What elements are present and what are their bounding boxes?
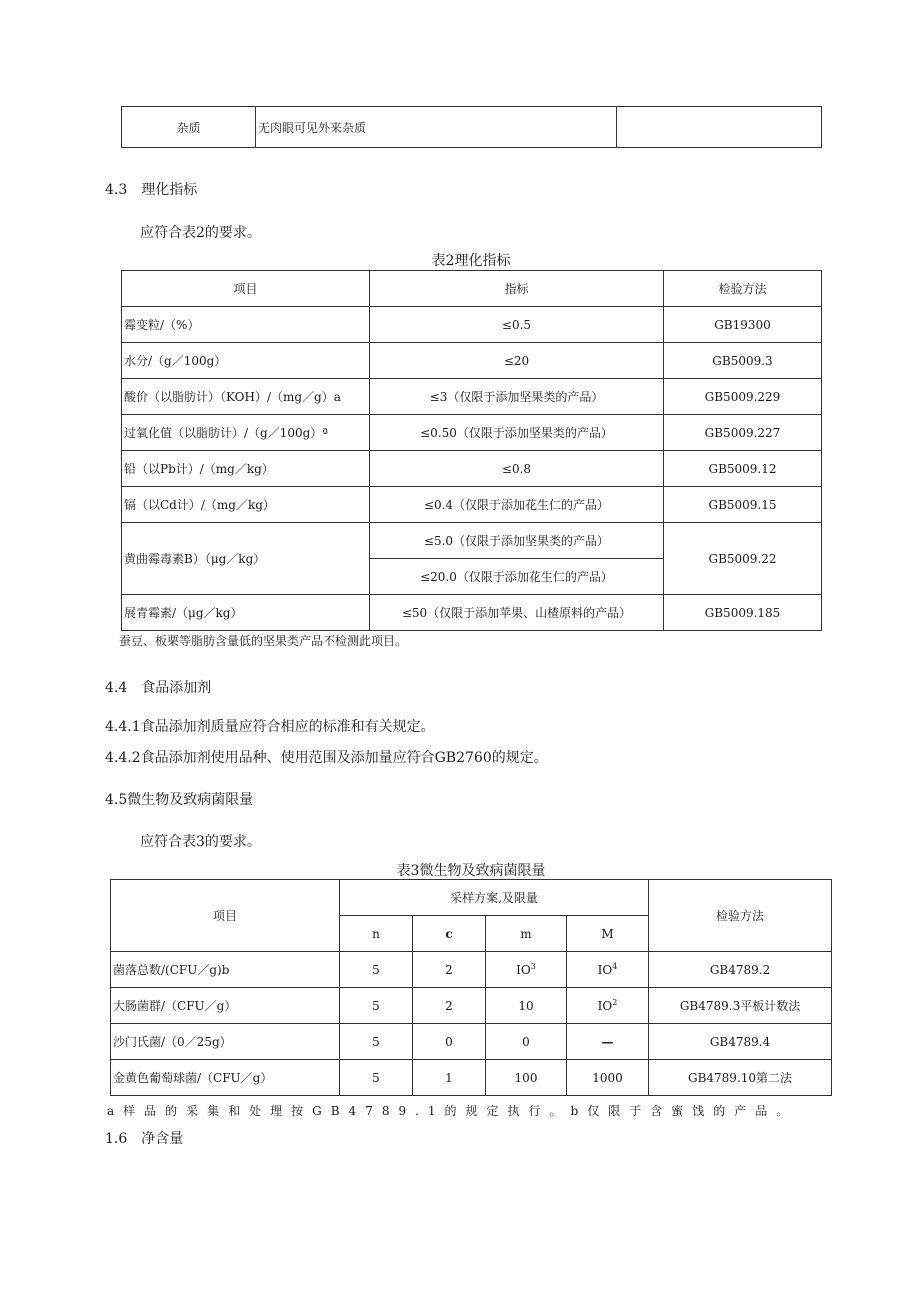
table2-row-value: ≤3（仅限于添加坚果类的产品） <box>370 379 664 415</box>
table2-header-method: 检验方法 <box>664 271 822 307</box>
table3-row-M <box>567 952 649 988</box>
table2-row-method: GB19300 <box>664 307 822 343</box>
table2-row-value: ≤0.4（仅限于添加花生仁的产品） <box>370 487 664 523</box>
table3-row-method: GB4789.3平板计数法 <box>649 988 832 1024</box>
table3-row-n: 5 <box>340 952 413 988</box>
table2-row-method: GB5009.229 <box>664 379 822 415</box>
table2-header-item: 项目 <box>122 271 370 307</box>
table3-row-item: 金黄色葡萄球菌/（CFU／g） <box>111 1060 340 1096</box>
heading-4-4: 4.4 食品添加剂 <box>105 680 212 696</box>
table3-header-item: 项目 <box>111 880 340 952</box>
table3-header-m: m <box>486 916 567 952</box>
table2-row-value: ≤0.5 <box>370 307 664 343</box>
table2-physicochemical <box>121 270 822 631</box>
table3-footnote: a样品的采集和处理按GB4789.1的规定执行。b仅限于含蜜饯的产品。 <box>107 1104 798 1118</box>
table3-row-M-base: — <box>601 1034 614 1049</box>
table3-microbiology <box>110 879 832 1096</box>
table3-row-n: 5 <box>340 988 413 1024</box>
aflatoxin-value-nuts: ≤5.0（仅限于添加坚果类的产品） <box>370 523 664 559</box>
table3-header-sampling: 采样方案,及限量 <box>340 880 649 916</box>
heading-4-6: 1.6 净含量 <box>105 1131 184 1147</box>
table3-row-m <box>486 1060 567 1096</box>
impurity-method <box>617 107 822 148</box>
aflatoxin-method: GB5009.22 <box>664 523 822 595</box>
patulin-method: GB5009.185 <box>664 595 822 631</box>
table3-row-n: 5 <box>340 1060 413 1096</box>
heading-4-5: 4.5微生物及致病菌限量 <box>105 792 254 808</box>
table3-row-item: 大肠菌群/（CFU／g） <box>111 988 340 1024</box>
table3-header-c: c <box>413 916 486 952</box>
aflatoxin-item: 黄曲霉毒素B）（μg／kg） <box>122 523 370 595</box>
patulin-value: ≤50（仅限于添加苹果、山楂原料的产品） <box>370 595 664 631</box>
intro-4-3: 应符合表2的要求。 <box>140 225 261 241</box>
table2-row-item: 过氧化值（以脂肪计）/（g／100g）ª <box>122 415 370 451</box>
heading-4-3: 4.3 理化指标 <box>105 182 198 198</box>
table2-row-method: GB5009.3 <box>664 343 822 379</box>
table3-row-M-base: IO <box>597 962 613 977</box>
table3-row-M <box>567 1060 649 1096</box>
table3-row-M-exponent: 4 <box>612 961 618 971</box>
table3-header-method: 检验方法 <box>649 880 832 952</box>
table2-row-value: ≤0.8 <box>370 451 664 487</box>
table2-footnote: 蚕豆、板栗等脂肪含量低的坚果类产品不检测此项目。 <box>119 634 408 648</box>
paragraph-4-4-1: 4.4.1食品添加剂质量应符合相应的标准和有关规定。 <box>105 719 435 735</box>
table3-row-m-base: 100 <box>514 1070 538 1085</box>
impurity-requirement: 无肉眼可见外来杂质 <box>256 107 617 148</box>
aflatoxin-value-peanut: ≤20.0（仅限于添加花生仁的产品） <box>370 559 664 595</box>
table3-row-m-base: 0 <box>522 1034 530 1049</box>
intro-4-5: 应符合表3的要求。 <box>140 834 261 850</box>
impurity-item: 杂质 <box>122 107 256 148</box>
table3-row-m <box>486 1024 567 1060</box>
paragraph-4-4-2: 4.4.2食品添加剂使用品种、使用范围及添加量应符合GB2760的规定。 <box>105 750 548 766</box>
table3-row-c: 2 <box>413 988 486 1024</box>
table3-header-M: M <box>567 916 649 952</box>
table3-row-M-exponent: 2 <box>612 997 618 1007</box>
table2-row-method: GB5009.12 <box>664 451 822 487</box>
table3-row-M-base: IO <box>597 998 613 1013</box>
table3-caption: 表3微生物及致病菌限量 <box>396 863 546 879</box>
table3-row-M-base: 1000 <box>592 1070 623 1085</box>
table3-row-m-exponent: 3 <box>530 961 536 971</box>
table3-row-item: 菌落总数/(CFU／g)b <box>111 952 340 988</box>
table3-row-method: GB4789.4 <box>649 1024 832 1060</box>
table3-row-m <box>486 952 567 988</box>
table2-row-item: 酸价（以脂肪计）（KOH）/（mg／g）a <box>122 379 370 415</box>
table3-row-c: 2 <box>413 952 486 988</box>
table2-caption: 表2理化指标 <box>431 253 511 269</box>
table3-row-M <box>567 988 649 1024</box>
table2-row-item: 水分/（g／100g） <box>122 343 370 379</box>
table3-row-c: 1 <box>413 1060 486 1096</box>
table3-row-n: 5 <box>340 1024 413 1060</box>
table3-row-item: 沙门氏菌/（0／25g） <box>111 1024 340 1060</box>
table3-row-method: GB4789.10第二法 <box>649 1060 832 1096</box>
table2-row-method: GB5009.15 <box>664 487 822 523</box>
table2-row-value: ≤20 <box>370 343 664 379</box>
table2-row-item: 铅（以Pb计）/（mg／kg） <box>122 451 370 487</box>
table3-row-m-base: 10 <box>518 998 534 1013</box>
table2-row-method: GB5009.227 <box>664 415 822 451</box>
table3-row-method: GB4789.2 <box>649 952 832 988</box>
table3-row-m <box>486 988 567 1024</box>
table3-row-c: 0 <box>413 1024 486 1060</box>
table3-row-m-base: IO <box>516 962 531 977</box>
table3-header-n: n <box>340 916 413 952</box>
table3-row-M <box>567 1024 649 1060</box>
table2-header-value: 指标 <box>370 271 664 307</box>
table2-row-item: 镉（以Cd计）/（mg／kg） <box>122 487 370 523</box>
patulin-item: 展青霉素/（μg／kg） <box>122 595 370 631</box>
table2-row-value: ≤0.50（仅限于添加坚果类的产品） <box>370 415 664 451</box>
table2-row-item: 霉变粒/（%） <box>122 307 370 343</box>
impurity-table <box>121 106 822 148</box>
